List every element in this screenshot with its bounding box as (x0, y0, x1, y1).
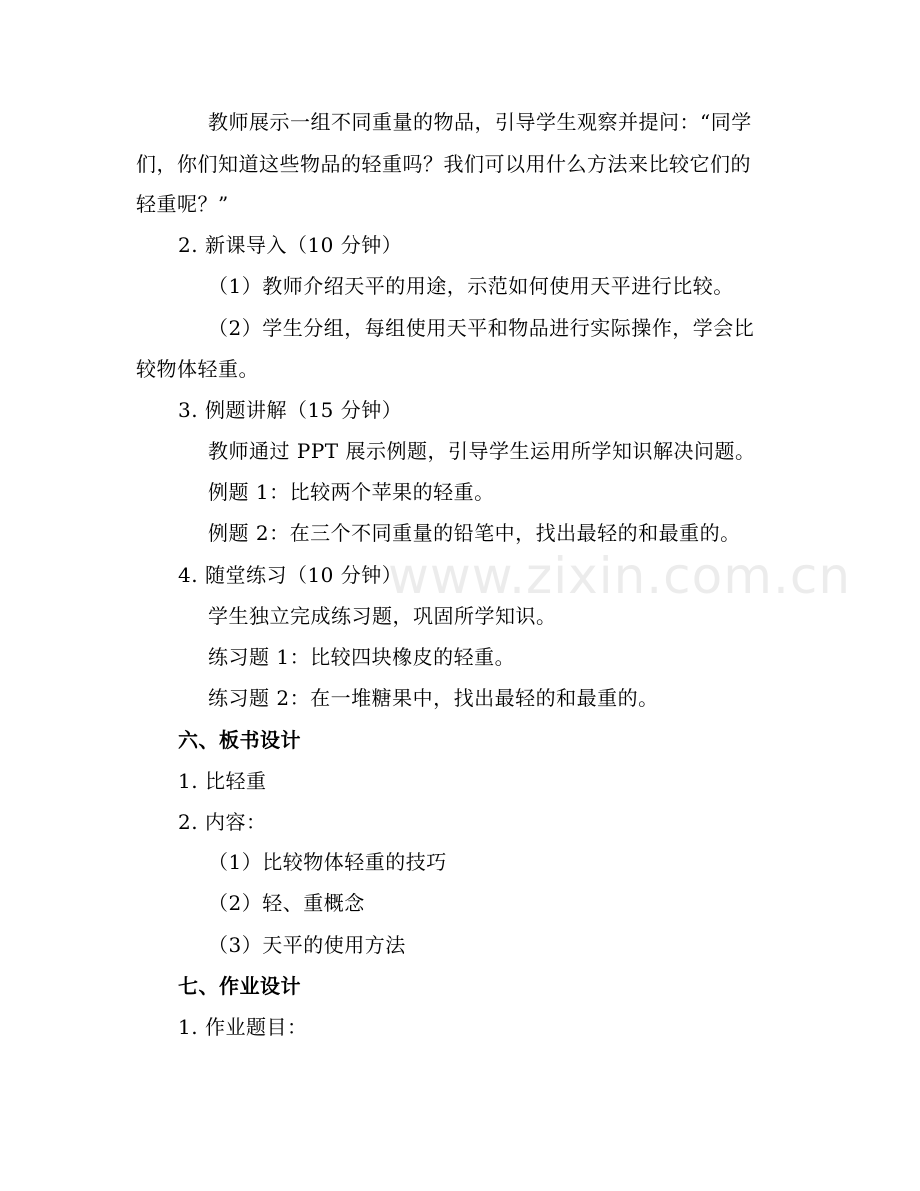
list-item: 1. 比轻重 (178, 769, 267, 793)
list-item: 2. 内容： (178, 810, 267, 834)
section-title: 3. 例题讲解（15 分钟） (178, 398, 403, 422)
list-item: 较物体轻重。 (136, 357, 259, 381)
paragraph-line: 例题 2：在三个不同重量的铅笔中，找出最轻的和最重的。 (208, 521, 741, 545)
paragraph-line: 学生独立完成练习题，巩固所学知识。 (208, 604, 557, 628)
list-item: （1）比较物体轻重的技巧 (208, 850, 447, 874)
list-item: （2）轻、重概念 (208, 891, 365, 915)
list-item: （3）天平的使用方法 (208, 933, 406, 957)
paragraph-line: 教师通过 PPT 展示例题，引导学生运用所学知识解决问题。 (208, 439, 756, 463)
paragraph-line: 练习题 2：在一堆糖果中，找出最轻的和最重的。 (208, 686, 659, 710)
list-item: 1. 作业题目： (178, 1015, 308, 1039)
paragraph-line: 例题 1：比较两个苹果的轻重。 (208, 480, 495, 504)
list-item: （2）学生分组，每组使用天平和物品进行实际操作，学会比 (208, 316, 755, 340)
paragraph-line: 们，你们知道这些物品的轻重吗？我们可以用什么方法来比较它们的 (136, 152, 751, 176)
paragraph-line: 练习题 1：比较四块橡皮的轻重。 (208, 645, 516, 669)
paragraph-line: 教师展示一组不同重量的物品，引导学生观察并提问：“同学 (208, 110, 752, 134)
watermark: www.zixin.com.cn (388, 547, 852, 605)
heading: 六、板书设计 (178, 728, 301, 752)
heading: 七、作业设计 (178, 974, 301, 998)
section-title: 2. 新课导入（10 分钟） (178, 233, 403, 257)
paragraph-line: 轻重呢？” (136, 192, 229, 216)
list-item: （1）教师介绍天平的用途，示范如何使用天平进行比较。 (208, 274, 734, 298)
section-title: 4. 随堂练习（10 分钟） (178, 563, 403, 587)
